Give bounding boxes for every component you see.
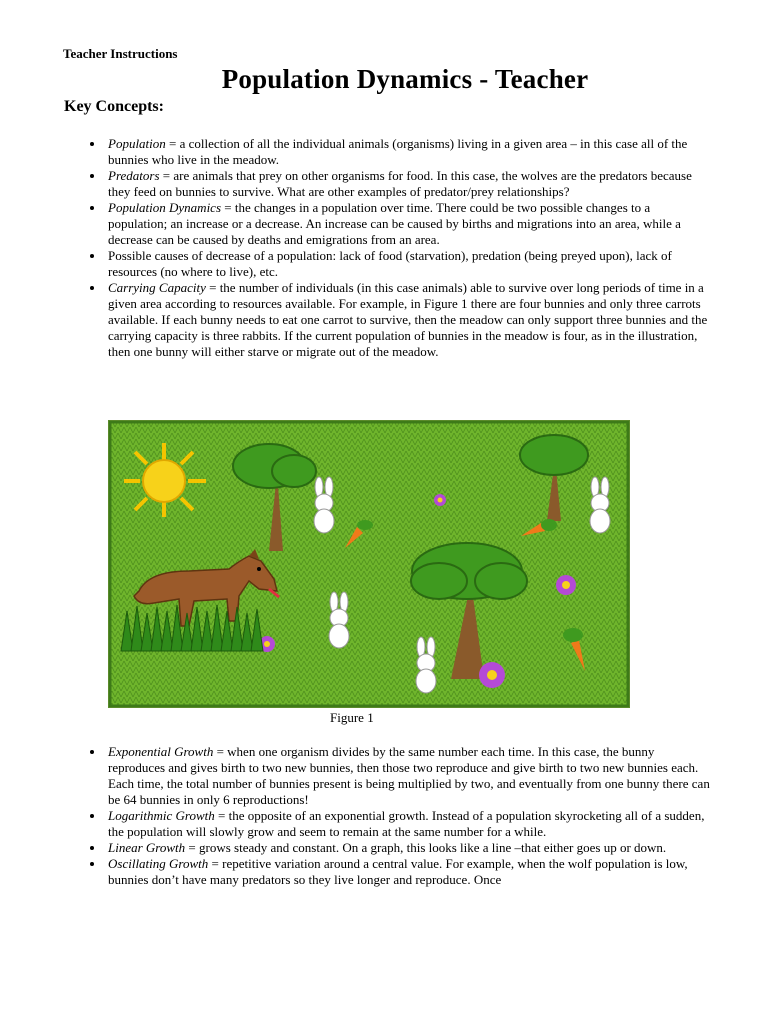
term: Population	[108, 136, 166, 151]
list-item	[82, 200, 712, 248]
list-item	[82, 136, 712, 168]
list-item	[82, 248, 712, 280]
meadow-illustration	[108, 420, 630, 708]
term: Population Dynamics	[108, 200, 222, 215]
flower-icon	[556, 575, 576, 595]
term: Oscillating Growth	[108, 856, 209, 871]
term: Linear Growth	[108, 840, 186, 855]
definition: = the changes in a population over time. There could be two possible changes to a population; an increase or a decrease. An increase can be caused by births and migrations into an area, while a decrease can be caused by deaths and emigrations from an area.	[108, 200, 681, 247]
definition: = the number of individuals (in this case animals) able to survive over long periods of time in a given area according to resources available. For example, in Figure 1 there are four bunnies and only three carrots available. If each bunny needs to eat one carrot to survive, then the meadow can only support three bunnies and the carrying capacity is three rabbits. If the current population of bunnies in the meadow is four, as in the illustration, then one bunny will either starve or migrate out of the meadow.	[108, 280, 708, 359]
key-concepts-heading: Key Concepts:	[64, 98, 164, 115]
definition: = a collection of all the individual animals (organisms) living in a given area – in this case all of the bunnies who live in the meadow.	[108, 136, 688, 167]
definition: = when one organism divides by the same number each time. In this case, the bunny reproduces and gives birth to two new bunnies, then those two reproduce and give birth to two new bunnies each. Each time, the total number of bunnies present is being multiplied by two, and eventually from one bunny there can be 64 bunnies in only 6 reproductions!	[108, 744, 710, 807]
definition: = grows steady and constant. On a graph, this looks like a line –that either goes up or down.	[185, 840, 667, 855]
term: Predators	[108, 168, 160, 183]
list-item	[82, 744, 712, 808]
header-label: Teacher Instructions	[63, 46, 178, 61]
term: Carrying Capacity	[108, 280, 206, 295]
list-item	[82, 280, 712, 360]
list-item	[82, 840, 712, 856]
growth-types-list	[82, 744, 712, 888]
flower-icon	[434, 494, 446, 506]
list-item	[82, 856, 712, 888]
flower-icon	[479, 662, 505, 688]
definition: = the opposite of an exponential growth. Instead of a population skyrocketing all of a sudden, the population will slowly grow and seem to remain at the same number for a while.	[108, 808, 705, 839]
list-item	[82, 168, 712, 200]
term: Logarithmic Growth	[108, 808, 215, 823]
term: Exponential Growth	[108, 744, 214, 759]
page-title: Population Dynamics - Teacher	[221, 64, 589, 94]
definition: = are animals that prey on other organisms for food. In this case, the wolves are the predators because they feed on bunnies to survive. What are other examples of predator/prey relationships?	[108, 168, 692, 199]
definition: Possible causes of decrease of a population: lack of food (starvation), predation (being preyed upon), lack of resources (no where to live), etc.	[108, 248, 672, 279]
figure-caption: Figure 1	[330, 710, 374, 725]
key-concepts-list	[82, 136, 712, 360]
list-item	[82, 808, 712, 840]
definition: = repetitive variation around a central value. For example, when the wolf population is low, bunnies don’t have many predators so they live longer and reproduce. Once	[108, 856, 688, 887]
